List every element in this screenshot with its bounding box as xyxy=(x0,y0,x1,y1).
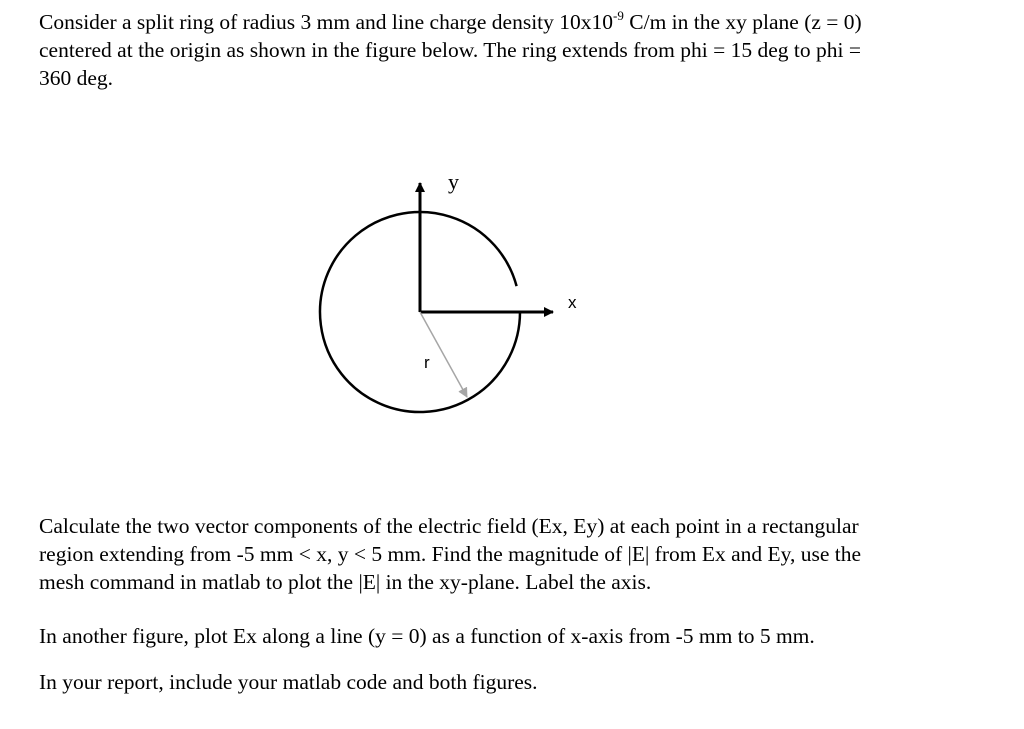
plot-instruction: In another figure, plot Ex along a line (y = 0) as a function of x-axis from -5 mm to 5 mm. xyxy=(39,624,815,648)
intro-line-1: Consider a split ring of radius 3 mm and line charge density $10x10^{-9}$ C/m in the xy plane (z = 0) xyxy=(39,7,862,34)
task-paragraph xyxy=(39,512,861,596)
task-line-1: Calculate the two vector components of the electric field (Ex, Ey) at each point in a rectangular xyxy=(39,514,859,538)
task-line-3: mesh command in matlab to plot the |E| in the xy-plane. Label the axis. xyxy=(39,570,652,594)
x-axis-label: x xyxy=(568,293,577,312)
y-axis-label: y xyxy=(448,169,459,194)
radius-label: r xyxy=(424,353,430,372)
task-line-2: region extending from -5 mm < x, y < 5 mm. Find the magnitude of |E| from Ex and Ey, use the xyxy=(39,542,862,566)
intro-paragraph xyxy=(39,8,862,92)
split-ring-figure xyxy=(300,165,600,425)
intro-line-3: 360 deg. xyxy=(39,66,114,90)
exponent: -9 xyxy=(613,7,624,23)
report-instruction: In your report, include your matlab code and both figures. xyxy=(39,670,538,694)
intro-line-2: centered at the origin as shown in the figure below. The ring extends from phi = 15 deg to phi = xyxy=(39,38,861,62)
